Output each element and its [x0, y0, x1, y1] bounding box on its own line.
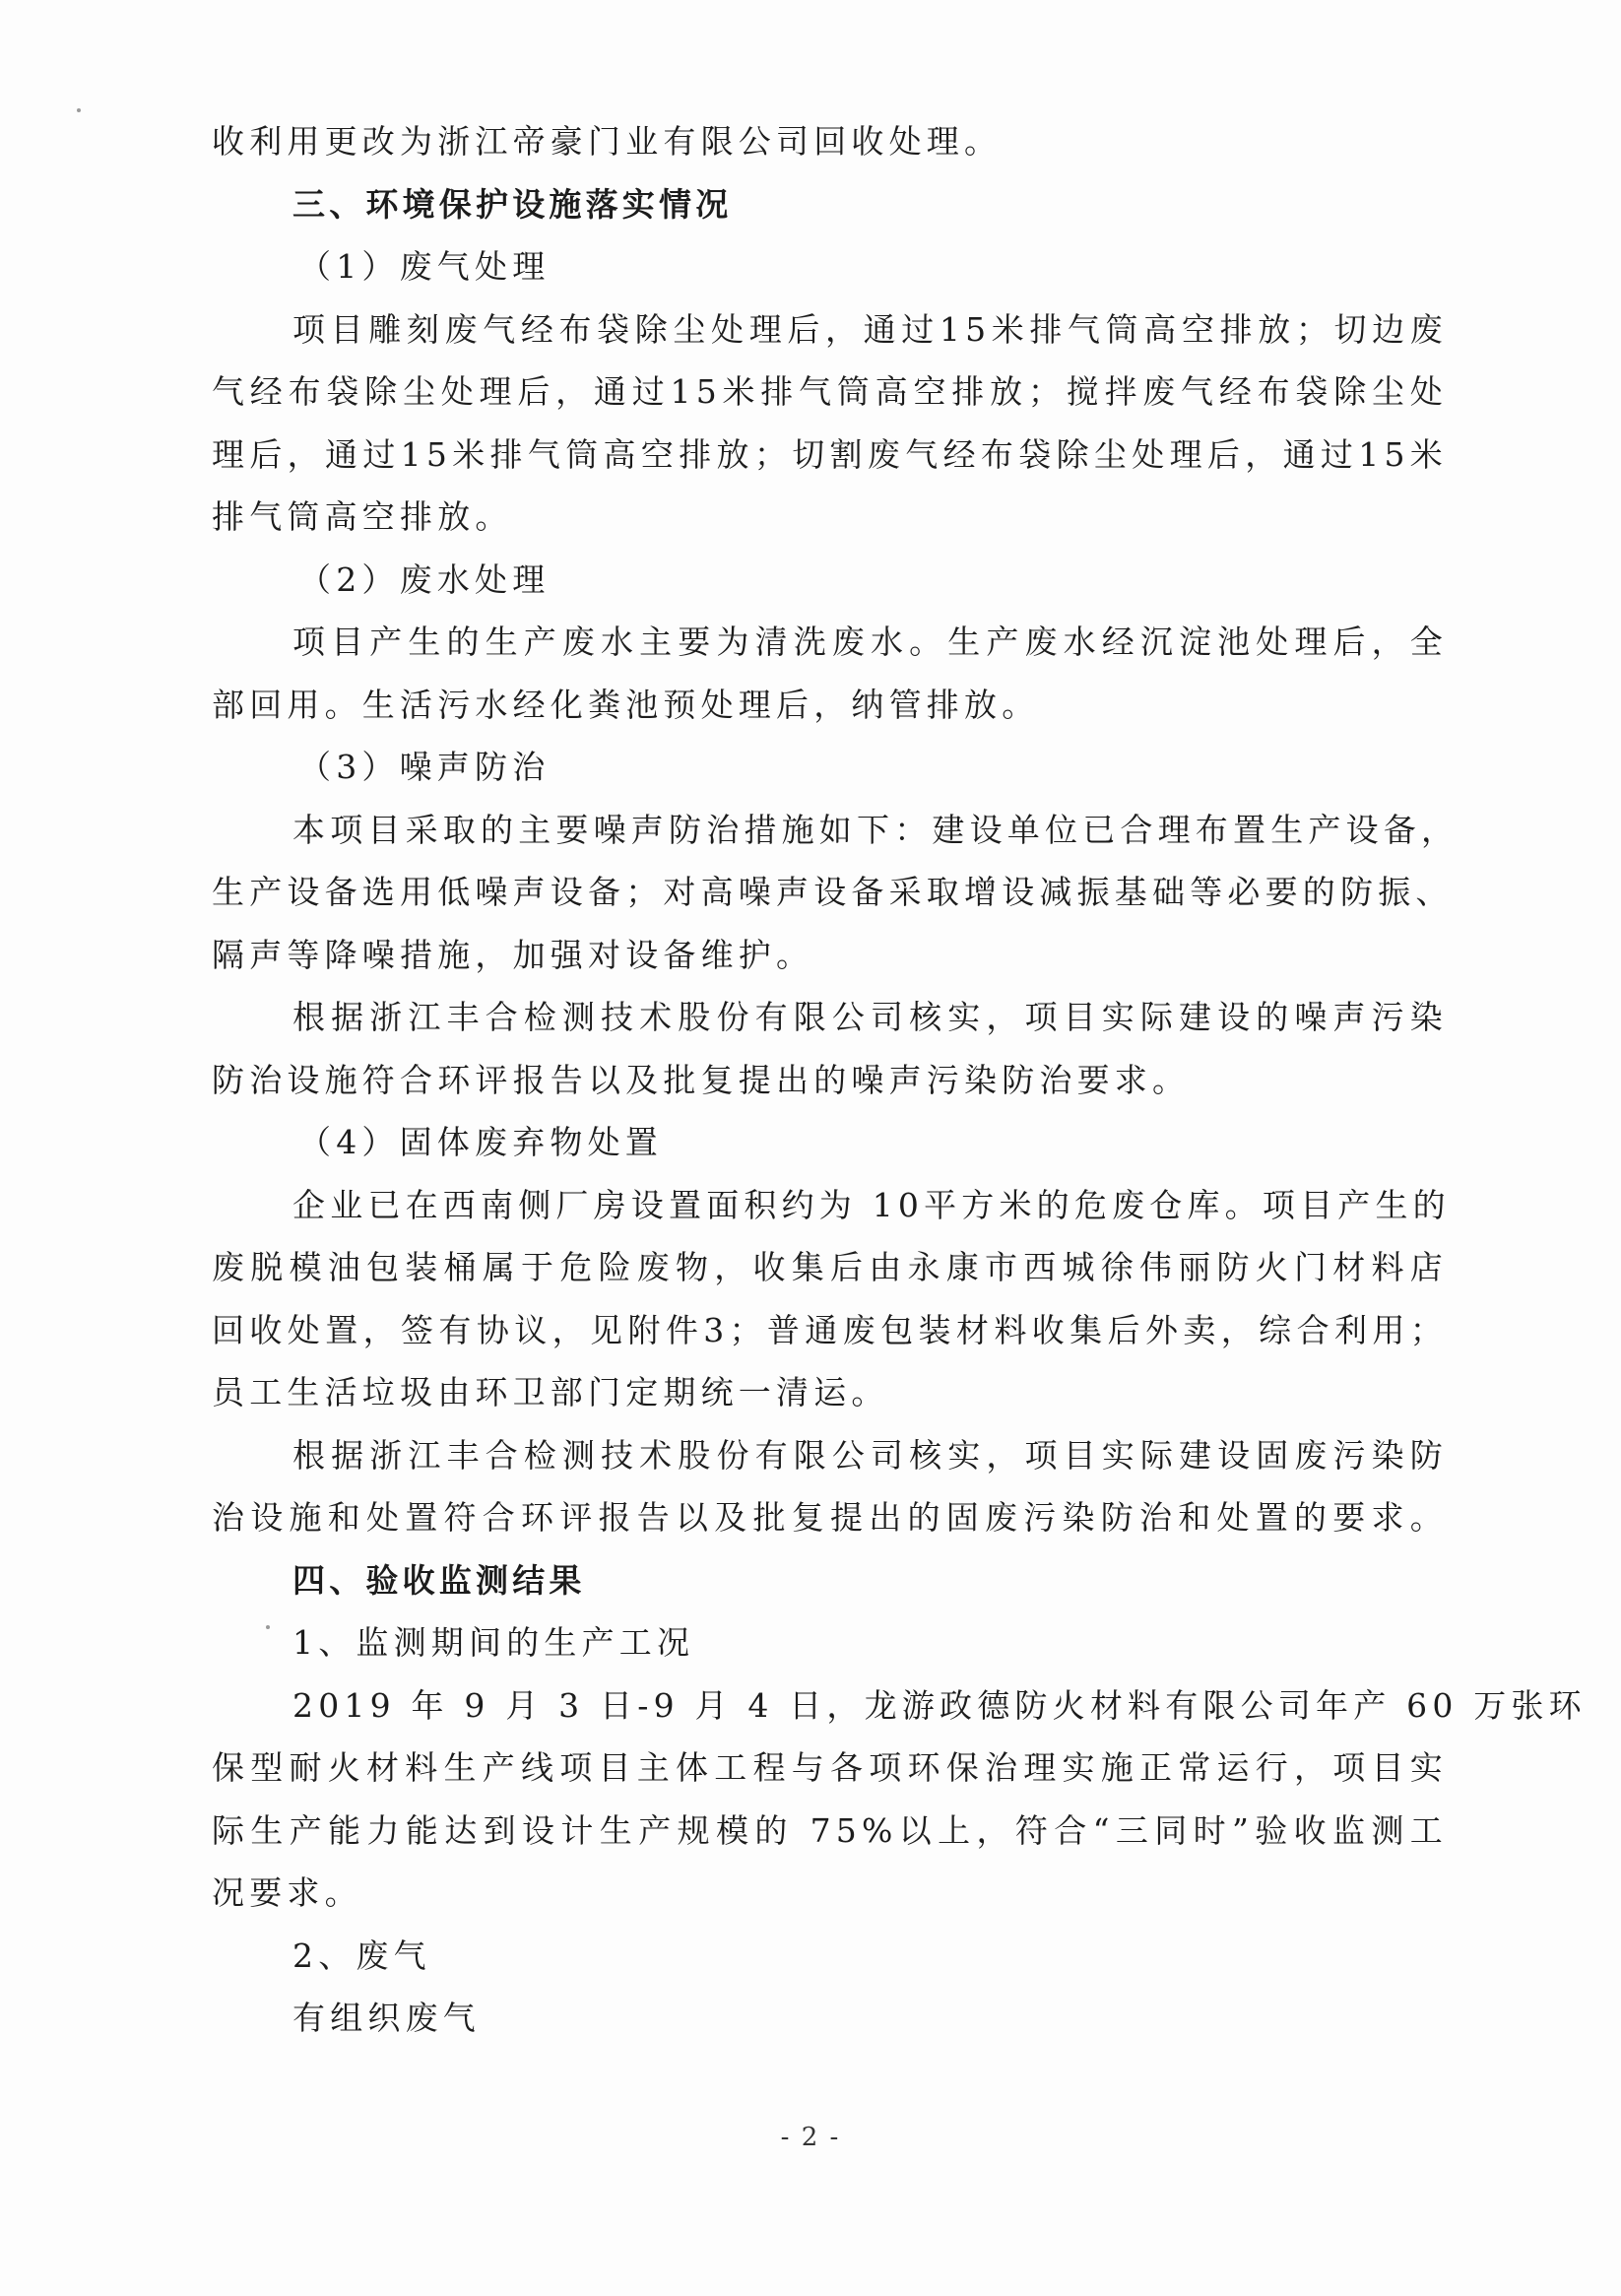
paragraph-line: 2019 年 9 月 3 日-9 月 4 日，龙游政德防火材料有限公司年产 60 万张环 — [292, 1685, 1587, 1725]
paragraph-line: 际生产能力能达到设计生产规模的 75%以上，符合“三同时”验收监测工 — [212, 1810, 1448, 1850]
paragraph-line: 根据浙江丰合检测技术股份有限公司核实，项目实际建设固废污染防 — [292, 1435, 1448, 1475]
paragraph-line: 治设施和处置符合环评报告以及批复提出的固废污染防治和处置的要求。 — [212, 1498, 1448, 1537]
paragraph-line: 防治设施符合环评报告以及批复提出的噪声污染防治要求。 — [212, 1060, 1191, 1099]
paragraph-line: 项目雕刻废气经布袋除尘处理后，通过15米排气筒高空排放；切边废 — [292, 309, 1448, 349]
paragraph-line: 隔声等降噪措施，加强对设备维护。 — [212, 935, 814, 974]
subsection-heading: 2、废气 — [292, 1935, 431, 1975]
scan-speck — [77, 108, 81, 112]
paragraph-line: 本项目采取的主要噪声防治措施如下：建设单位已合理布置生产设备， — [292, 810, 1459, 849]
paragraph-line: 收利用更改为浙江帝豪门业有限公司回收处理。 — [212, 122, 1003, 161]
subsection-heading: （4）固体废弃物处置 — [298, 1123, 663, 1161]
paragraph-line: 回收处置，签有协议，见附件3；普通废包装材料收集后外卖，综合利用； — [212, 1310, 1448, 1349]
paragraph-line: 生产设备选用低噪声设备；对高噪声设备采取增设减振基础等必要的防振、 — [212, 873, 1454, 911]
paragraph-line: 保型耐火材料生产线项目主体工程与各项环保治理实施正常运行，项目实 — [212, 1748, 1448, 1787]
paragraph-line: 废脱模油包装桶属于危险废物，收集后由永康市西城徐伟丽防火门材料店 — [212, 1248, 1448, 1286]
paragraph-line: 气经布袋除尘处理后，通过15米排气筒高空排放；搅拌废气经布袋除尘处 — [212, 372, 1448, 411]
paragraph-line: 企业已在西南侧厂房设置面积约为 10平方米的危废仓库。项目产生的 — [292, 1185, 1451, 1224]
paragraph-line: 有组织废气 — [292, 1999, 481, 2037]
paragraph-line: 理后，通过15米排气筒高空排放；切割废气经布袋除尘处理后，通过15米 — [212, 434, 1448, 474]
section-heading: 三、环境保护设施落实情况 — [292, 184, 733, 224]
subsection-heading: （2）废水处理 — [298, 559, 551, 599]
subsection-heading: （3）噪声防治 — [298, 748, 551, 786]
paragraph-line: 排气筒高空排放。 — [212, 497, 513, 536]
paragraph-line: 根据浙江丰合检测技术股份有限公司核实，项目实际建设的噪声污染 — [292, 998, 1448, 1036]
paragraph-line: 项目产生的生产废水主要为清洗废水。生产废水经沉淀池处理后，全 — [292, 623, 1448, 661]
page-number: - 2 - — [780, 2123, 841, 2152]
subsection-heading: 1、监测期间的生产工况 — [292, 1623, 695, 1662]
section-heading: 四、验收监测结果 — [292, 1560, 586, 1600]
document-body — [212, 110, 1587, 2050]
paragraph-line: 部回用。生活污水经化粪池预处理后，纳管排放。 — [212, 685, 1040, 724]
subsection-heading: （1）废气处理 — [298, 247, 551, 286]
paragraph-line: 况要求。 — [212, 1873, 362, 1912]
paragraph-line: 员工生活垃圾由环卫部门定期统一清运。 — [212, 1373, 889, 1411]
